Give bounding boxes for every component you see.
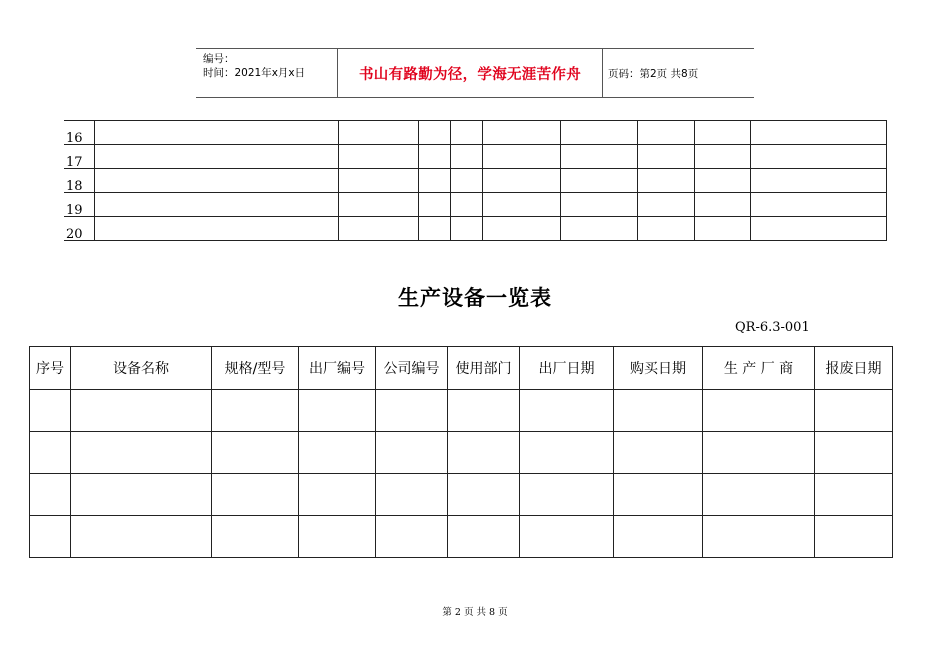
table-cell	[482, 121, 560, 145]
table-cell	[71, 432, 212, 474]
table-cell	[450, 121, 482, 145]
table-cell	[448, 516, 520, 558]
table-cell	[450, 217, 482, 241]
row-number: 16	[64, 121, 94, 145]
header-motto: 书山有路勤为径，学海无涯苦作舟	[359, 67, 581, 83]
table-cell	[694, 145, 750, 169]
continuation-table	[64, 120, 887, 241]
table-cell	[520, 516, 614, 558]
table-cell	[338, 121, 418, 145]
table-cell	[71, 516, 212, 558]
column-header: 使用部门	[448, 347, 520, 390]
table-cell	[750, 145, 886, 169]
table-cell	[520, 474, 614, 516]
table-row	[64, 145, 886, 169]
table-cell	[418, 121, 450, 145]
table-cell	[418, 193, 450, 217]
column-header: 生 产 厂 商	[703, 347, 815, 390]
table-cell	[30, 516, 71, 558]
table-cell	[418, 169, 450, 193]
table-cell	[703, 390, 815, 432]
row-number: 20	[64, 217, 94, 241]
table-cell	[694, 121, 750, 145]
column-header: 报废日期	[815, 347, 893, 390]
table-cell	[448, 474, 520, 516]
table-row	[64, 121, 886, 145]
table-cell	[637, 217, 694, 241]
table-cell	[560, 145, 637, 169]
table-cell	[703, 516, 815, 558]
table-cell	[750, 169, 886, 193]
table-cell	[448, 432, 520, 474]
table-cell	[71, 390, 212, 432]
table-cell	[212, 432, 299, 474]
table-cell	[815, 474, 893, 516]
column-header: 规格/型号	[212, 347, 299, 390]
form-code: QR-6.3-001	[735, 320, 810, 335]
table-cell	[694, 169, 750, 193]
table-cell	[30, 432, 71, 474]
table-cell	[703, 474, 815, 516]
table-cell	[637, 121, 694, 145]
table-cell	[94, 121, 338, 145]
table-cell	[376, 516, 448, 558]
row-number: 19	[64, 193, 94, 217]
table-cell	[94, 145, 338, 169]
table-cell	[614, 390, 703, 432]
table-cell	[376, 432, 448, 474]
table-cell	[694, 193, 750, 217]
table-row	[30, 474, 893, 516]
table-cell	[448, 390, 520, 432]
table-cell	[94, 217, 338, 241]
column-header: 出厂编号	[299, 347, 376, 390]
table-cell	[482, 193, 560, 217]
table-cell	[338, 193, 418, 217]
table-cell	[71, 474, 212, 516]
table-cell	[212, 516, 299, 558]
table-cell	[482, 145, 560, 169]
table-cell	[376, 474, 448, 516]
table-cell	[750, 217, 886, 241]
table-cell	[614, 474, 703, 516]
table-cell	[637, 145, 694, 169]
header-page-code: 页码：第2页 共8页	[608, 68, 699, 80]
table-cell	[30, 390, 71, 432]
time-label: 时间：2021年x月x日	[203, 67, 306, 79]
table-cell	[376, 390, 448, 432]
document-header	[196, 48, 754, 98]
header-divider	[602, 49, 603, 97]
table-cell	[637, 193, 694, 217]
column-header: 公司编号	[376, 347, 448, 390]
table-cell	[418, 217, 450, 241]
table-cell	[560, 193, 637, 217]
table-cell	[338, 169, 418, 193]
header-meta	[203, 52, 305, 80]
table-cell	[815, 432, 893, 474]
equipment-table-body	[30, 390, 893, 558]
serial-label: 编号：	[203, 53, 235, 65]
table-cell	[750, 193, 886, 217]
column-header: 出厂日期	[520, 347, 614, 390]
table-cell	[637, 169, 694, 193]
table-cell	[750, 121, 886, 145]
row-number: 17	[64, 145, 94, 169]
table-cell	[30, 474, 71, 516]
table-cell	[614, 432, 703, 474]
table-cell	[299, 474, 376, 516]
table-cell	[450, 169, 482, 193]
table-cell	[482, 217, 560, 241]
table-row	[64, 217, 886, 241]
table-cell	[212, 474, 299, 516]
table-cell	[418, 145, 450, 169]
table-row	[64, 193, 886, 217]
table-cell	[450, 193, 482, 217]
table-cell	[815, 516, 893, 558]
form-title: 生产设备一览表	[398, 286, 552, 310]
table-cell	[299, 390, 376, 432]
column-header: 序号	[30, 347, 71, 390]
table-row	[30, 516, 893, 558]
table-cell	[299, 516, 376, 558]
table-cell	[815, 390, 893, 432]
table-cell	[703, 432, 815, 474]
table-cell	[560, 217, 637, 241]
table-cell	[560, 169, 637, 193]
row-number: 18	[64, 169, 94, 193]
table-row	[30, 390, 893, 432]
table-cell	[482, 169, 560, 193]
table-cell	[338, 145, 418, 169]
table-cell	[338, 217, 418, 241]
table-row	[64, 169, 886, 193]
table-cell	[520, 390, 614, 432]
continuation-table-body	[64, 121, 886, 241]
table-cell	[94, 193, 338, 217]
equipment-table	[29, 346, 893, 558]
table-cell	[520, 432, 614, 474]
page-footer: 第 2 页 共 8 页	[442, 607, 508, 618]
table-cell	[299, 432, 376, 474]
table-cell	[694, 217, 750, 241]
table-row	[30, 432, 893, 474]
column-header: 设备名称	[71, 347, 212, 390]
table-cell	[614, 516, 703, 558]
equipment-table-header	[30, 347, 893, 390]
table-cell	[560, 121, 637, 145]
table-cell	[450, 145, 482, 169]
table-cell	[94, 169, 338, 193]
table-cell	[212, 390, 299, 432]
column-header: 购买日期	[614, 347, 703, 390]
